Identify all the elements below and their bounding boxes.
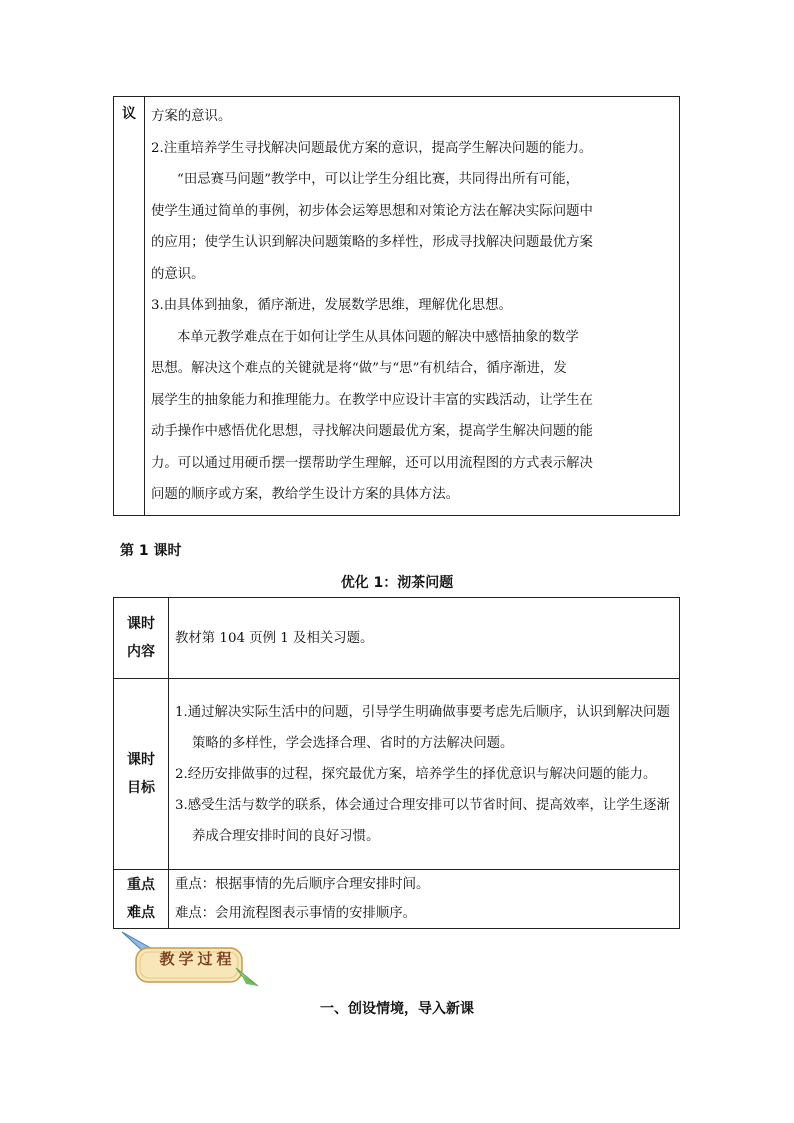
key-point: 重点：根据事情的先后顺序合理安排时间。 xyxy=(175,877,430,892)
badge-label: 教学过程 xyxy=(159,950,236,968)
goal-item: 1.通过解决实际生活中的问题，引导学生明确做事要考虑先后顺序，认识到解决问题策略的多样性，学会选择合理、省时的方法解决问题。 xyxy=(175,704,670,751)
row-label: 议 xyxy=(114,97,145,516)
section-title: 一、创设情境，导入新课 xyxy=(320,1001,474,1017)
lesson-title: 优化 1：沏茶问题 xyxy=(340,575,454,591)
text-line: 展学生的抽象能力和推理能力。在教学中应设计丰富的实践活动，让学生在 xyxy=(151,392,593,408)
goal-item: 3.感受生活与数学的联系，体会通过合理安排可以节省时间、提高效率，让学生逐渐养成合理安排时间的良好习惯。 xyxy=(175,797,670,844)
difficult-point: 难点：会用流程图表示事情的安排顺序。 xyxy=(175,906,417,921)
goals-label: 课时 目标 xyxy=(114,679,169,870)
lesson-label: 第 1 课时 xyxy=(120,543,182,559)
content-label: 课时 内容 xyxy=(114,598,169,679)
keypoints-label: 重点 难点 xyxy=(114,870,169,929)
keypoints-text xyxy=(169,870,680,929)
text-line: 方案的意识。 xyxy=(151,109,232,124)
text-line: 思想。解决这个难点的关键就是将“做”与“思”有机结合，循序渐进，发 xyxy=(151,361,567,376)
text-line: 2.注重培养学生寻找解决问题最优方案的意识，提高学生解决问题的能力。 xyxy=(151,140,593,156)
text-line: 力。可以通过用硬币摆一摆帮助学生理解，还可以用流程图的方式表示解决 xyxy=(151,455,593,471)
lesson-info-table xyxy=(113,597,680,929)
text-line: 使学生通过简单的事例，初步体会运筹思想和对策论方法在解决实际问题中 xyxy=(151,203,593,219)
content-text: 教材第 104 页例 1 及相关习题。 xyxy=(169,598,680,679)
text-line: “田忌赛马问题”教学中，可以让学生分组比赛，共同得出所有可能， xyxy=(177,172,580,187)
text-line: 的应用；使学生认识到解决问题策略的多样性，形成寻找解决问题最优方案 xyxy=(151,235,593,250)
text-line: 本单元教学难点在于如何让学生从具体问题的解决中感悟抽象的数学 xyxy=(177,329,579,345)
text-line: 的意识。 xyxy=(151,266,205,282)
strategy-text xyxy=(145,97,680,516)
text-line: 问题的顺序或方案，教给学生设计方案的具体方法。 xyxy=(151,487,459,502)
strategy-table xyxy=(113,96,680,516)
goal-item: 2.经历安排做事的过程，探究最优方案，培养学生的择优意识与解决问题的能力。 xyxy=(175,766,657,782)
goals-list xyxy=(169,679,680,870)
text-line: 3.由具体到抽象，循序渐进，发展数学思维，理解优化思想。 xyxy=(151,298,512,313)
text-line: 动手操作中感悟优化思想，寻找解决问题最优方案，提高学生解决问题的能 xyxy=(151,424,593,439)
